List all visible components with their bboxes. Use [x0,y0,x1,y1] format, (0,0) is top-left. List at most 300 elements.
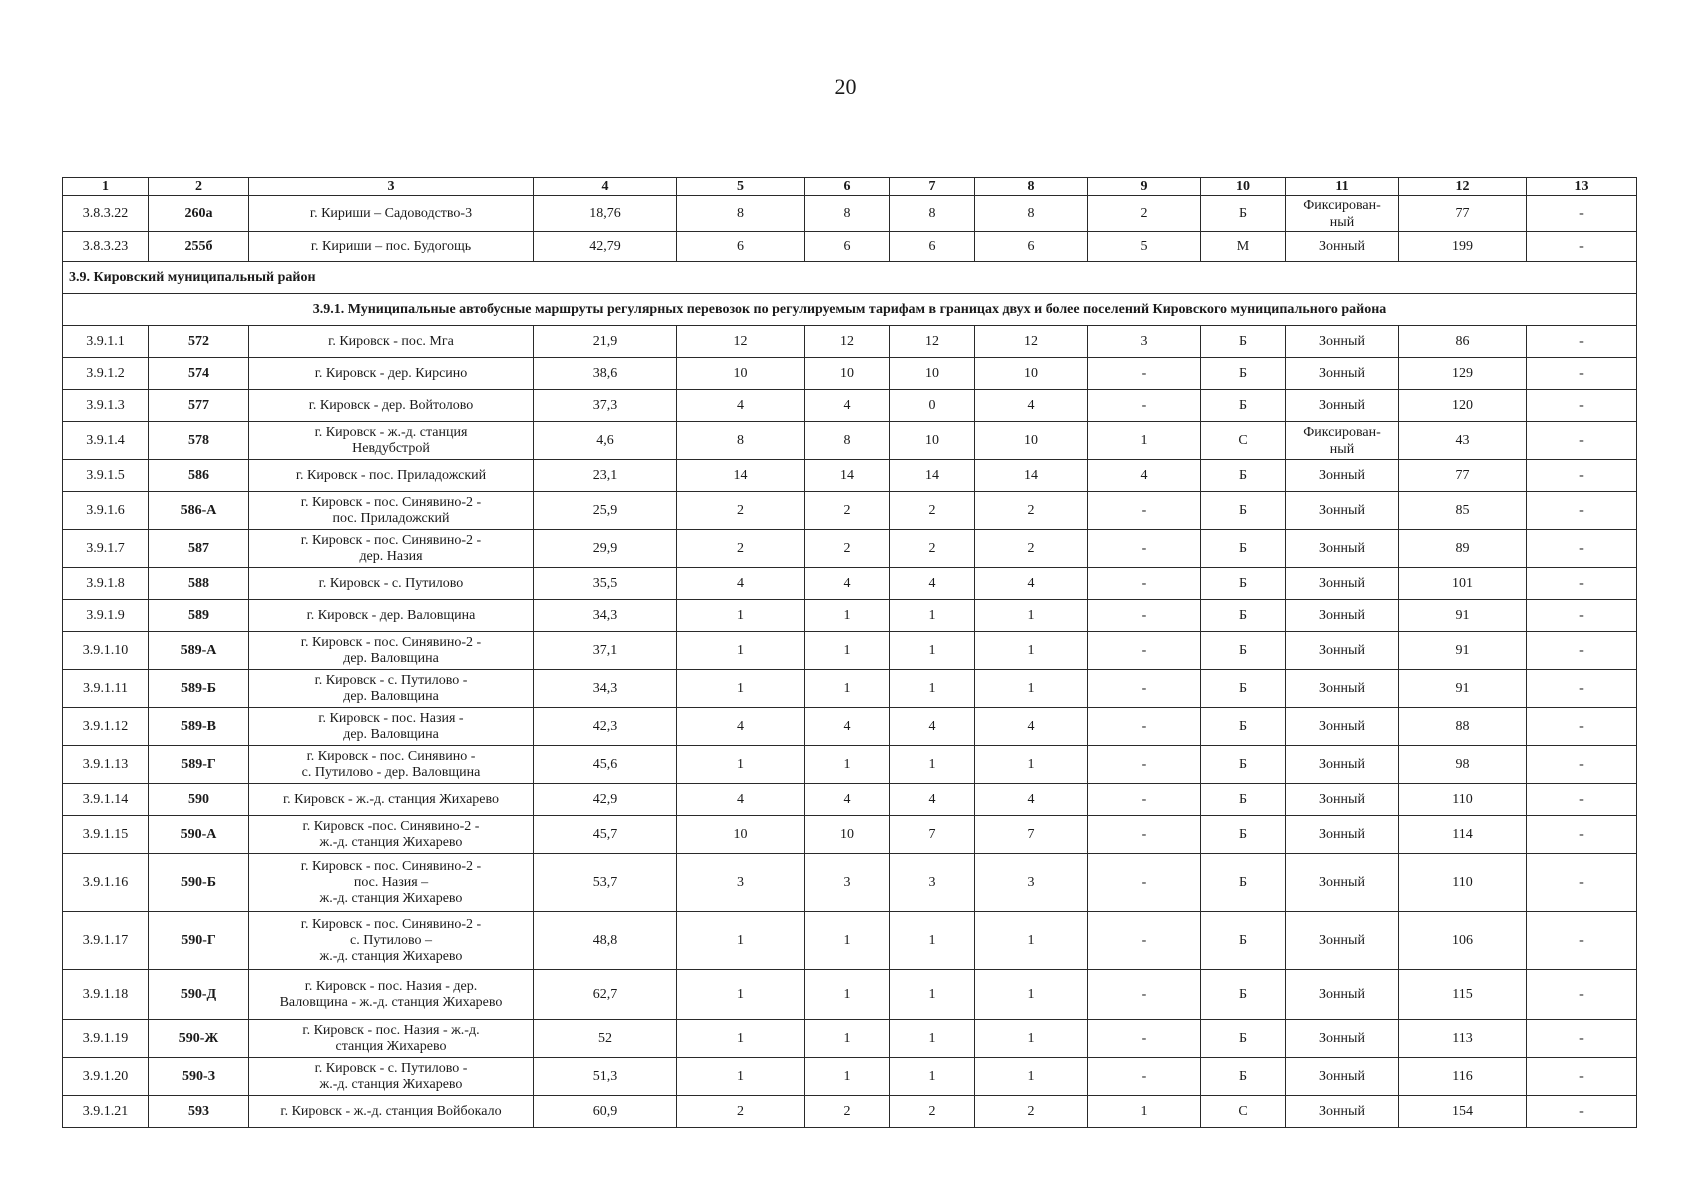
column-header: 6 [805,178,890,196]
route-number: 589-Б [149,670,249,708]
cell-value: 1 [805,670,890,708]
route-name: г. Кировск - ж.-д. станция Жихарево [249,784,534,816]
cell-value: 1 [805,746,890,784]
table-row [63,390,1637,422]
cell-value: 1 [975,746,1088,784]
cell-value: 6 [677,232,805,262]
column-header: 12 [1399,178,1527,196]
route-length: 34,3 [534,600,677,632]
tariff-type: Зонный [1286,492,1399,530]
route-length: 37,1 [534,632,677,670]
route-length: 48,8 [534,912,677,970]
cell-value: 115 [1399,970,1527,1020]
vehicle-class: Б [1201,970,1286,1020]
cell-value: - [1088,912,1201,970]
route-name: г. Кировск - пос. Приладожский [249,460,534,492]
table-row [63,784,1637,816]
cell-value: 2 [890,492,975,530]
cell-value: 3 [975,854,1088,912]
route-number: 578 [149,422,249,460]
cell-value: 4 [890,784,975,816]
tariff-type: Зонный [1286,460,1399,492]
column-header: 2 [149,178,249,196]
route-number: 589-В [149,708,249,746]
cell-value: 120 [1399,390,1527,422]
cell-value: 2 [805,492,890,530]
tariff-type: Зонный [1286,358,1399,390]
route-name: г. Кировск - пос. Синявино-2 - пос. Назия – ж.-д. станция Жихарево [249,854,534,912]
cell-value: 4 [975,568,1088,600]
cell-value: - [1527,670,1637,708]
cell-value: - [1527,568,1637,600]
cell-value: 1 [975,1058,1088,1096]
tariff-type: Зонный [1286,912,1399,970]
tariff-type: Зонный [1286,530,1399,568]
cell-value: 110 [1399,854,1527,912]
cell-value: - [1088,492,1201,530]
route-name: г. Кировск - с. Путилово - дер. Валовщина [249,670,534,708]
cell-value: - [1088,1058,1201,1096]
route-name: г. Кировск - дер. Валовщина [249,600,534,632]
cell-value: 8 [805,196,890,232]
route-name: г. Кировск - ж.-д. станция Невдубстрой [249,422,534,460]
cell-value: 1 [677,600,805,632]
cell-value: 10 [890,422,975,460]
cell-value: 1 [677,912,805,970]
route-name: г. Кировск -пос. Синявино-2 - ж.-д. станция Жихарево [249,816,534,854]
vehicle-class: М [1201,232,1286,262]
tariff-type: Зонный [1286,1096,1399,1128]
table-row [63,1058,1637,1096]
cell-value: 12 [890,326,975,358]
cell-value: 1 [890,600,975,632]
vehicle-class: Б [1201,1020,1286,1058]
cell-value: 2 [677,492,805,530]
cell-value: 2 [1088,196,1201,232]
cell-value: 14 [890,460,975,492]
cell-value: 1 [677,632,805,670]
route-number: 577 [149,390,249,422]
cell-value: 12 [677,326,805,358]
route-number: 589 [149,600,249,632]
row-number: 3.9.1.1 [63,326,149,358]
route-length: 35,5 [534,568,677,600]
cell-value: 91 [1399,600,1527,632]
cell-value: - [1088,854,1201,912]
table-row [63,854,1637,912]
tariff-type: Фиксирован- ный [1286,422,1399,460]
cell-value: 1 [1088,422,1201,460]
tariff-type: Зонный [1286,1020,1399,1058]
section-row [63,262,1637,294]
table-row [63,746,1637,784]
table-row [63,530,1637,568]
vehicle-class: Б [1201,632,1286,670]
route-name: г. Кировск - пос. Мга [249,326,534,358]
cell-value: - [1088,708,1201,746]
vehicle-class: Б [1201,390,1286,422]
page-number: 20 [834,74,857,99]
row-number: 3.9.1.19 [63,1020,149,1058]
route-name: г. Кировск - пос. Синявино - с. Путилово - дер. Валовщина [249,746,534,784]
cell-value: - [1088,970,1201,1020]
tariff-type: Зонный [1286,670,1399,708]
cell-value: 1 [890,670,975,708]
column-header: 13 [1527,178,1637,196]
row-number: 3.9.1.9 [63,600,149,632]
section-block [63,262,1637,326]
route-length: 42,79 [534,232,677,262]
table-row [63,632,1637,670]
vehicle-class: Б [1201,912,1286,970]
column-header: 1 [63,178,149,196]
cell-value: 0 [890,390,975,422]
vehicle-class: Б [1201,460,1286,492]
cell-value: 1 [890,1058,975,1096]
route-number: 590-Г [149,912,249,970]
cell-value: - [1527,1020,1637,1058]
cell-value: 2 [677,1096,805,1128]
table-row [63,708,1637,746]
cell-value: 4 [805,390,890,422]
row-number: 3.9.1.13 [63,746,149,784]
row-number: 3.9.1.21 [63,1096,149,1128]
cell-value: 5 [1088,232,1201,262]
table-row [63,196,1637,232]
cell-value: 86 [1399,326,1527,358]
column-header: 3 [249,178,534,196]
row-number: 3.8.3.22 [63,196,149,232]
cell-value: - [1088,784,1201,816]
cell-value: - [1088,816,1201,854]
cell-value: - [1088,1020,1201,1058]
cell-value: 113 [1399,1020,1527,1058]
cell-value: - [1527,632,1637,670]
cell-value: 199 [1399,232,1527,262]
table-row [63,358,1637,390]
cell-value: - [1088,358,1201,390]
cell-value: 10 [975,358,1088,390]
route-number: 590-Б [149,854,249,912]
vehicle-class: Б [1201,600,1286,632]
row-number: 3.9.1.10 [63,632,149,670]
cell-value: 1 [975,970,1088,1020]
section-title: 3.9. Кировский муниципальный район [63,262,1637,294]
route-number: 255б [149,232,249,262]
row-number: 3.9.1.18 [63,970,149,1020]
column-header: 4 [534,178,677,196]
vehicle-class: Б [1201,326,1286,358]
table-row [63,670,1637,708]
cell-value: 1 [677,1058,805,1096]
route-name: г. Кировск - пос. Синявино-2 - пос. Приладожский [249,492,534,530]
cell-value: 12 [975,326,1088,358]
cell-value: 4 [975,708,1088,746]
row-number: 3.9.1.6 [63,492,149,530]
route-length: 53,7 [534,854,677,912]
tariff-type: Зонный [1286,632,1399,670]
table-body-top [63,196,1637,262]
cell-value: - [1527,746,1637,784]
cell-value: 3 [677,854,805,912]
cell-value: - [1527,970,1637,1020]
cell-value: - [1088,670,1201,708]
row-number: 3.8.3.23 [63,232,149,262]
cell-value: 10 [805,816,890,854]
cell-value: 1 [805,632,890,670]
cell-value: 2 [890,530,975,568]
tariff-type: Фиксирован- ный [1286,196,1399,232]
route-length: 52 [534,1020,677,1058]
route-length: 4,6 [534,422,677,460]
cell-value: 116 [1399,1058,1527,1096]
cell-value: - [1088,568,1201,600]
cell-value: - [1088,530,1201,568]
table-row [63,422,1637,460]
cell-value: 1 [890,632,975,670]
cell-value: 106 [1399,912,1527,970]
route-name: г. Кириши – Садоводство-3 [249,196,534,232]
row-number: 3.9.1.3 [63,390,149,422]
table-header-row [63,178,1637,196]
route-length: 37,3 [534,390,677,422]
cell-value: 85 [1399,492,1527,530]
row-number: 3.9.1.5 [63,460,149,492]
cell-value: 3 [805,854,890,912]
route-name: г. Кировск - дер. Кирсино [249,358,534,390]
cell-value: 2 [975,492,1088,530]
route-name: г. Кировск - с. Путилово [249,568,534,600]
cell-value: 1 [677,746,805,784]
vehicle-class: Б [1201,568,1286,600]
route-name: г. Кировск - пос. Синявино-2 - дер. Валовщина [249,632,534,670]
cell-value: 1 [975,670,1088,708]
cell-value: 4 [1088,460,1201,492]
cell-value: 10 [975,422,1088,460]
tariff-type: Зонный [1286,568,1399,600]
route-number: 590 [149,784,249,816]
tariff-type: Зонный [1286,1058,1399,1096]
table-row [63,600,1637,632]
cell-value: 2 [890,1096,975,1128]
route-number: 589-Г [149,746,249,784]
cell-value: 101 [1399,568,1527,600]
cell-value: - [1527,912,1637,970]
cell-value: 3 [890,854,975,912]
route-number: 588 [149,568,249,600]
route-name: г. Кировск - дер. Войтолово [249,390,534,422]
row-number: 3.9.1.8 [63,568,149,600]
vehicle-class: Б [1201,670,1286,708]
cell-value: 1 [975,912,1088,970]
cell-value: - [1527,492,1637,530]
column-header: 8 [975,178,1088,196]
row-number: 3.9.1.4 [63,422,149,460]
cell-value: - [1527,784,1637,816]
route-length: 45,6 [534,746,677,784]
vehicle-class: Б [1201,196,1286,232]
route-name: г. Кировск - пос. Синявино-2 - с. Путилово – ж.-д. станция Жихарево [249,912,534,970]
cell-value: 1 [1088,1096,1201,1128]
route-length: 18,76 [534,196,677,232]
cell-value: - [1088,632,1201,670]
route-name: г. Кировск - с. Путилово - ж.-д. станция Жихарево [249,1058,534,1096]
tariff-type: Зонный [1286,390,1399,422]
cell-value: 14 [805,460,890,492]
cell-value: - [1527,326,1637,358]
cell-value: 8 [975,196,1088,232]
vehicle-class: Б [1201,530,1286,568]
cell-value: 4 [890,708,975,746]
cell-value: 4 [975,784,1088,816]
cell-value: 10 [805,358,890,390]
tariff-type: Зонный [1286,970,1399,1020]
column-header: 9 [1088,178,1201,196]
cell-value: - [1527,1058,1637,1096]
table-row [63,568,1637,600]
cell-value: 1 [677,1020,805,1058]
route-length: 34,3 [534,670,677,708]
row-number: 3.9.1.7 [63,530,149,568]
table-row [63,232,1637,262]
cell-value: 7 [975,816,1088,854]
cell-value: 1 [805,1020,890,1058]
cell-value: 8 [890,196,975,232]
subsection-title: 3.9.1. Муниципальные автобусные маршруты регулярных перевозок по регулируемым тарифам в границах двух и более поселений Кировского муниципального района [63,294,1637,326]
table-row [63,492,1637,530]
cell-value: 1 [975,632,1088,670]
route-length: 29,9 [534,530,677,568]
cell-value: - [1088,390,1201,422]
row-number: 3.9.1.15 [63,816,149,854]
tariff-type: Зонный [1286,600,1399,632]
column-header: 5 [677,178,805,196]
cell-value: 1 [975,600,1088,632]
cell-value: - [1527,530,1637,568]
cell-value: - [1527,460,1637,492]
cell-value: 6 [805,232,890,262]
cell-value: 114 [1399,816,1527,854]
cell-value: 3 [1088,326,1201,358]
row-number: 3.9.1.16 [63,854,149,912]
route-name: г. Кировск - пос. Назия - дер. Валовщина - ж.-д. станция Жихарево [249,970,534,1020]
table-row [63,970,1637,1020]
cell-value: 1 [677,670,805,708]
column-header: 10 [1201,178,1286,196]
cell-value: 10 [890,358,975,390]
table-row [63,912,1637,970]
route-number: 586-А [149,492,249,530]
table-row [63,1020,1637,1058]
cell-value: 10 [677,358,805,390]
vehicle-class: Б [1201,854,1286,912]
cell-value: - [1527,600,1637,632]
route-number: 593 [149,1096,249,1128]
row-number: 3.9.1.12 [63,708,149,746]
route-number: 572 [149,326,249,358]
route-length: 60,9 [534,1096,677,1128]
cell-value: 1 [677,970,805,1020]
vehicle-class: Б [1201,492,1286,530]
cell-value: - [1088,746,1201,784]
route-number: 574 [149,358,249,390]
cell-value: - [1527,422,1637,460]
row-number: 3.9.1.2 [63,358,149,390]
vehicle-class: Б [1201,816,1286,854]
cell-value: 1 [805,970,890,1020]
cell-value: - [1088,600,1201,632]
cell-value: 4 [975,390,1088,422]
tariff-type: Зонный [1286,708,1399,746]
vehicle-class: Б [1201,784,1286,816]
table-row [63,816,1637,854]
cell-value: 4 [677,784,805,816]
route-name: г. Кировск - пос. Назия - ж.-д. станция Жихарево [249,1020,534,1058]
cell-value: 89 [1399,530,1527,568]
cell-value: 8 [677,196,805,232]
route-length: 62,7 [534,970,677,1020]
vehicle-class: Б [1201,1058,1286,1096]
table-row [63,326,1637,358]
row-number: 3.9.1.20 [63,1058,149,1096]
cell-value: 88 [1399,708,1527,746]
tariff-type: Зонный [1286,784,1399,816]
column-header: 11 [1286,178,1399,196]
cell-value: 1 [805,600,890,632]
cell-value: 1 [890,912,975,970]
cell-value: - [1527,708,1637,746]
cell-value: - [1527,196,1637,232]
route-name: г. Кировск - пос. Назия - дер. Валовщина [249,708,534,746]
cell-value: 1 [805,912,890,970]
cell-value: 2 [805,530,890,568]
vehicle-class: Б [1201,358,1286,390]
cell-value: 2 [975,1096,1088,1128]
cell-value: 1 [890,746,975,784]
cell-value: 2 [975,530,1088,568]
tariff-type: Зонный [1286,746,1399,784]
cell-value: - [1527,1096,1637,1128]
row-number: 3.9.1.17 [63,912,149,970]
route-number: 260а [149,196,249,232]
cell-value: 110 [1399,784,1527,816]
cell-value: 91 [1399,632,1527,670]
route-length: 21,9 [534,326,677,358]
route-length: 51,3 [534,1058,677,1096]
cell-value: 14 [677,460,805,492]
cell-value: 154 [1399,1096,1527,1128]
route-number: 587 [149,530,249,568]
route-length: 25,9 [534,492,677,530]
cell-value: 43 [1399,422,1527,460]
tariff-type: Зонный [1286,854,1399,912]
tariff-type: Зонный [1286,326,1399,358]
cell-value: 10 [677,816,805,854]
vehicle-class: Б [1201,746,1286,784]
cell-value: 4 [805,708,890,746]
route-number: 586 [149,460,249,492]
cell-value: 1 [975,1020,1088,1058]
tariff-type: Зонный [1286,816,1399,854]
route-number: 590-Ж [149,1020,249,1058]
cell-value: 4 [805,568,890,600]
route-number: 590-А [149,816,249,854]
cell-value: - [1527,232,1637,262]
subsection-row [63,294,1637,326]
route-length: 42,9 [534,784,677,816]
route-name: г. Кировск - ж.-д. станция Войбокало [249,1096,534,1128]
table-row [63,1096,1637,1128]
